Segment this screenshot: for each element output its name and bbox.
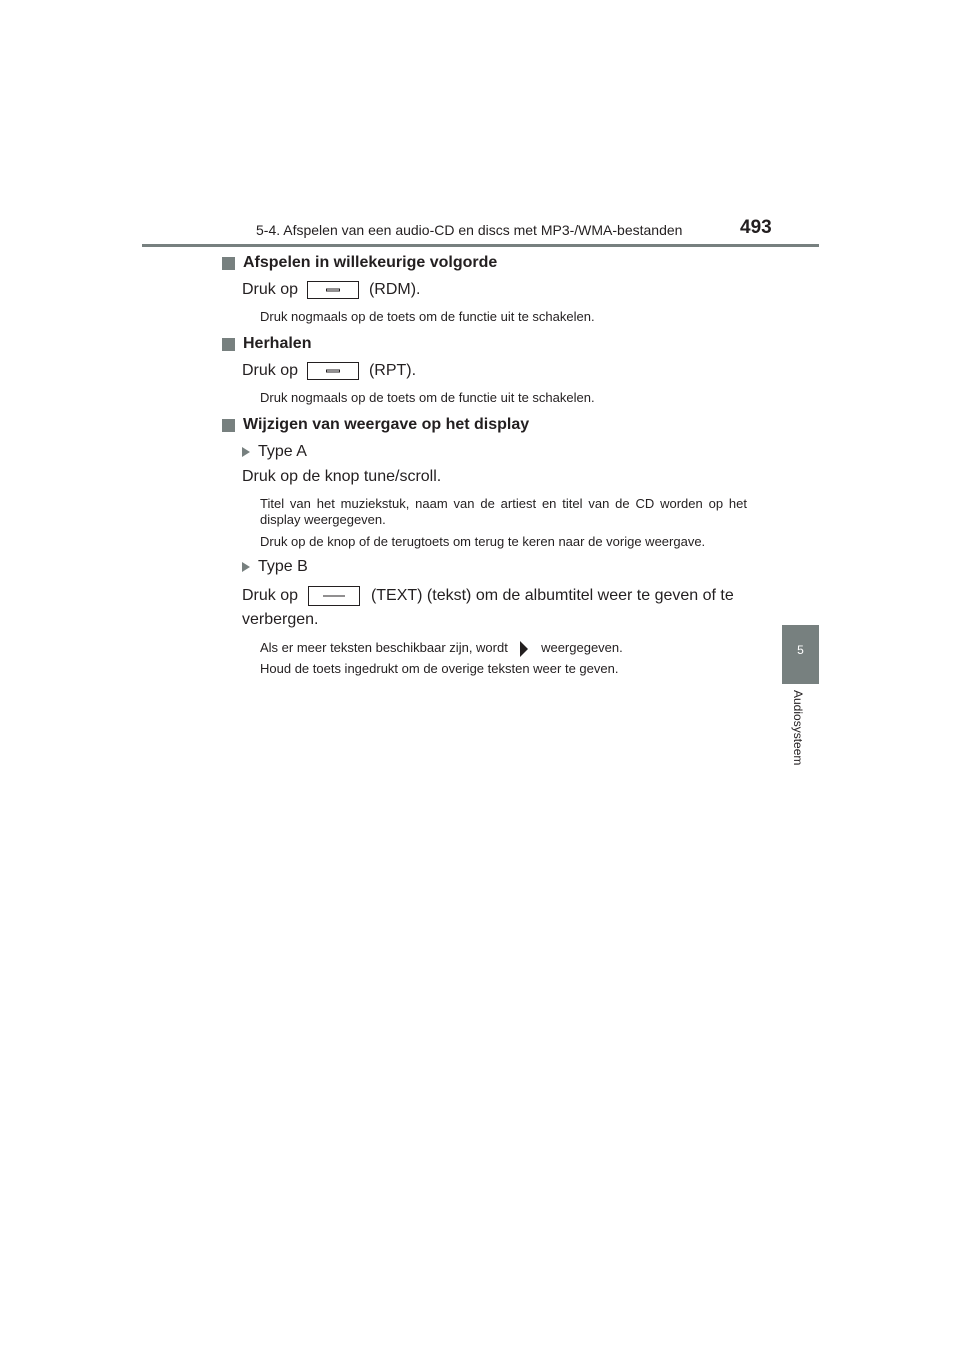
triangle-bullet-icon <box>242 447 250 457</box>
repeat-note: Druk nogmaals op de toets om de functie uit te schakelen. <box>260 390 595 405</box>
type-b-instruction <box>222 584 747 608</box>
type-a-subheading <box>222 443 747 461</box>
section-heading-random <box>222 254 747 272</box>
type-b-subheading <box>222 558 747 576</box>
random-instruction <box>222 278 747 302</box>
type-b-note-1 <box>222 640 747 657</box>
random-note: Druk nogmaals op de toets om de functie uit te schakelen. <box>260 309 595 324</box>
side-tab <box>782 625 819 684</box>
heading-text: Herhalen <box>243 335 312 352</box>
press-prefix: Druk op <box>242 362 299 379</box>
section-heading-display <box>222 416 747 434</box>
press-prefix: Druk op <box>242 281 299 298</box>
text-button-icon <box>308 586 360 606</box>
note-suffix: weergegeven. <box>541 640 623 655</box>
press-prefix: Druk op <box>242 587 299 604</box>
content <box>222 254 747 677</box>
press-suffix: (RPT). <box>368 362 417 379</box>
square-bullet-icon <box>222 338 235 351</box>
page-number: 493 <box>740 217 772 238</box>
square-bullet-icon <box>222 419 235 432</box>
type-a-note-2: Druk op de knop of de terugtoets om terug te keren naar de vorige weergave. <box>260 534 706 549</box>
header-title: 5-4. Afspelen van een audio-CD en discs met MP3-/WMA-bestanden <box>256 222 683 238</box>
type-a-text: Druk op de knop tune/scroll. <box>242 468 442 485</box>
more-text-arrow-icon <box>519 641 529 657</box>
heading-text: Afspelen in willekeurige volgorde <box>243 254 498 271</box>
square-bullet-icon <box>222 257 235 270</box>
type-b-label: Type B <box>258 558 308 575</box>
press-suffix: (TEXT) (tekst) om de albumtitel weer te geven of te <box>370 587 734 604</box>
type-a-note-1: Titel van het muziekstuk, naam van de artiest en titel van de CD worden op het display weergegeven. <box>260 496 747 527</box>
note-prefix: Als er meer teksten beschikbaar zijn, wordt <box>260 640 508 655</box>
repeat-instruction <box>222 359 747 383</box>
press-suffix: (RDM). <box>368 281 421 298</box>
triangle-bullet-icon <box>242 562 250 572</box>
type-b-instruction-cont: verbergen. <box>242 611 319 628</box>
header-rule <box>142 244 819 247</box>
rdm-button-icon <box>307 281 359 299</box>
type-b-note-2: Houd de toets ingedrukt om de overige teksten weer te geven. <box>260 660 619 676</box>
heading-text: Wijzigen van weergave op het display <box>243 416 530 433</box>
rpt-button-icon <box>307 362 359 380</box>
side-label: Audiosysteem <box>791 690 805 766</box>
type-a-label: Type A <box>258 443 307 460</box>
section-heading-repeat <box>222 335 747 353</box>
side-tab-number: 5 <box>797 643 804 657</box>
